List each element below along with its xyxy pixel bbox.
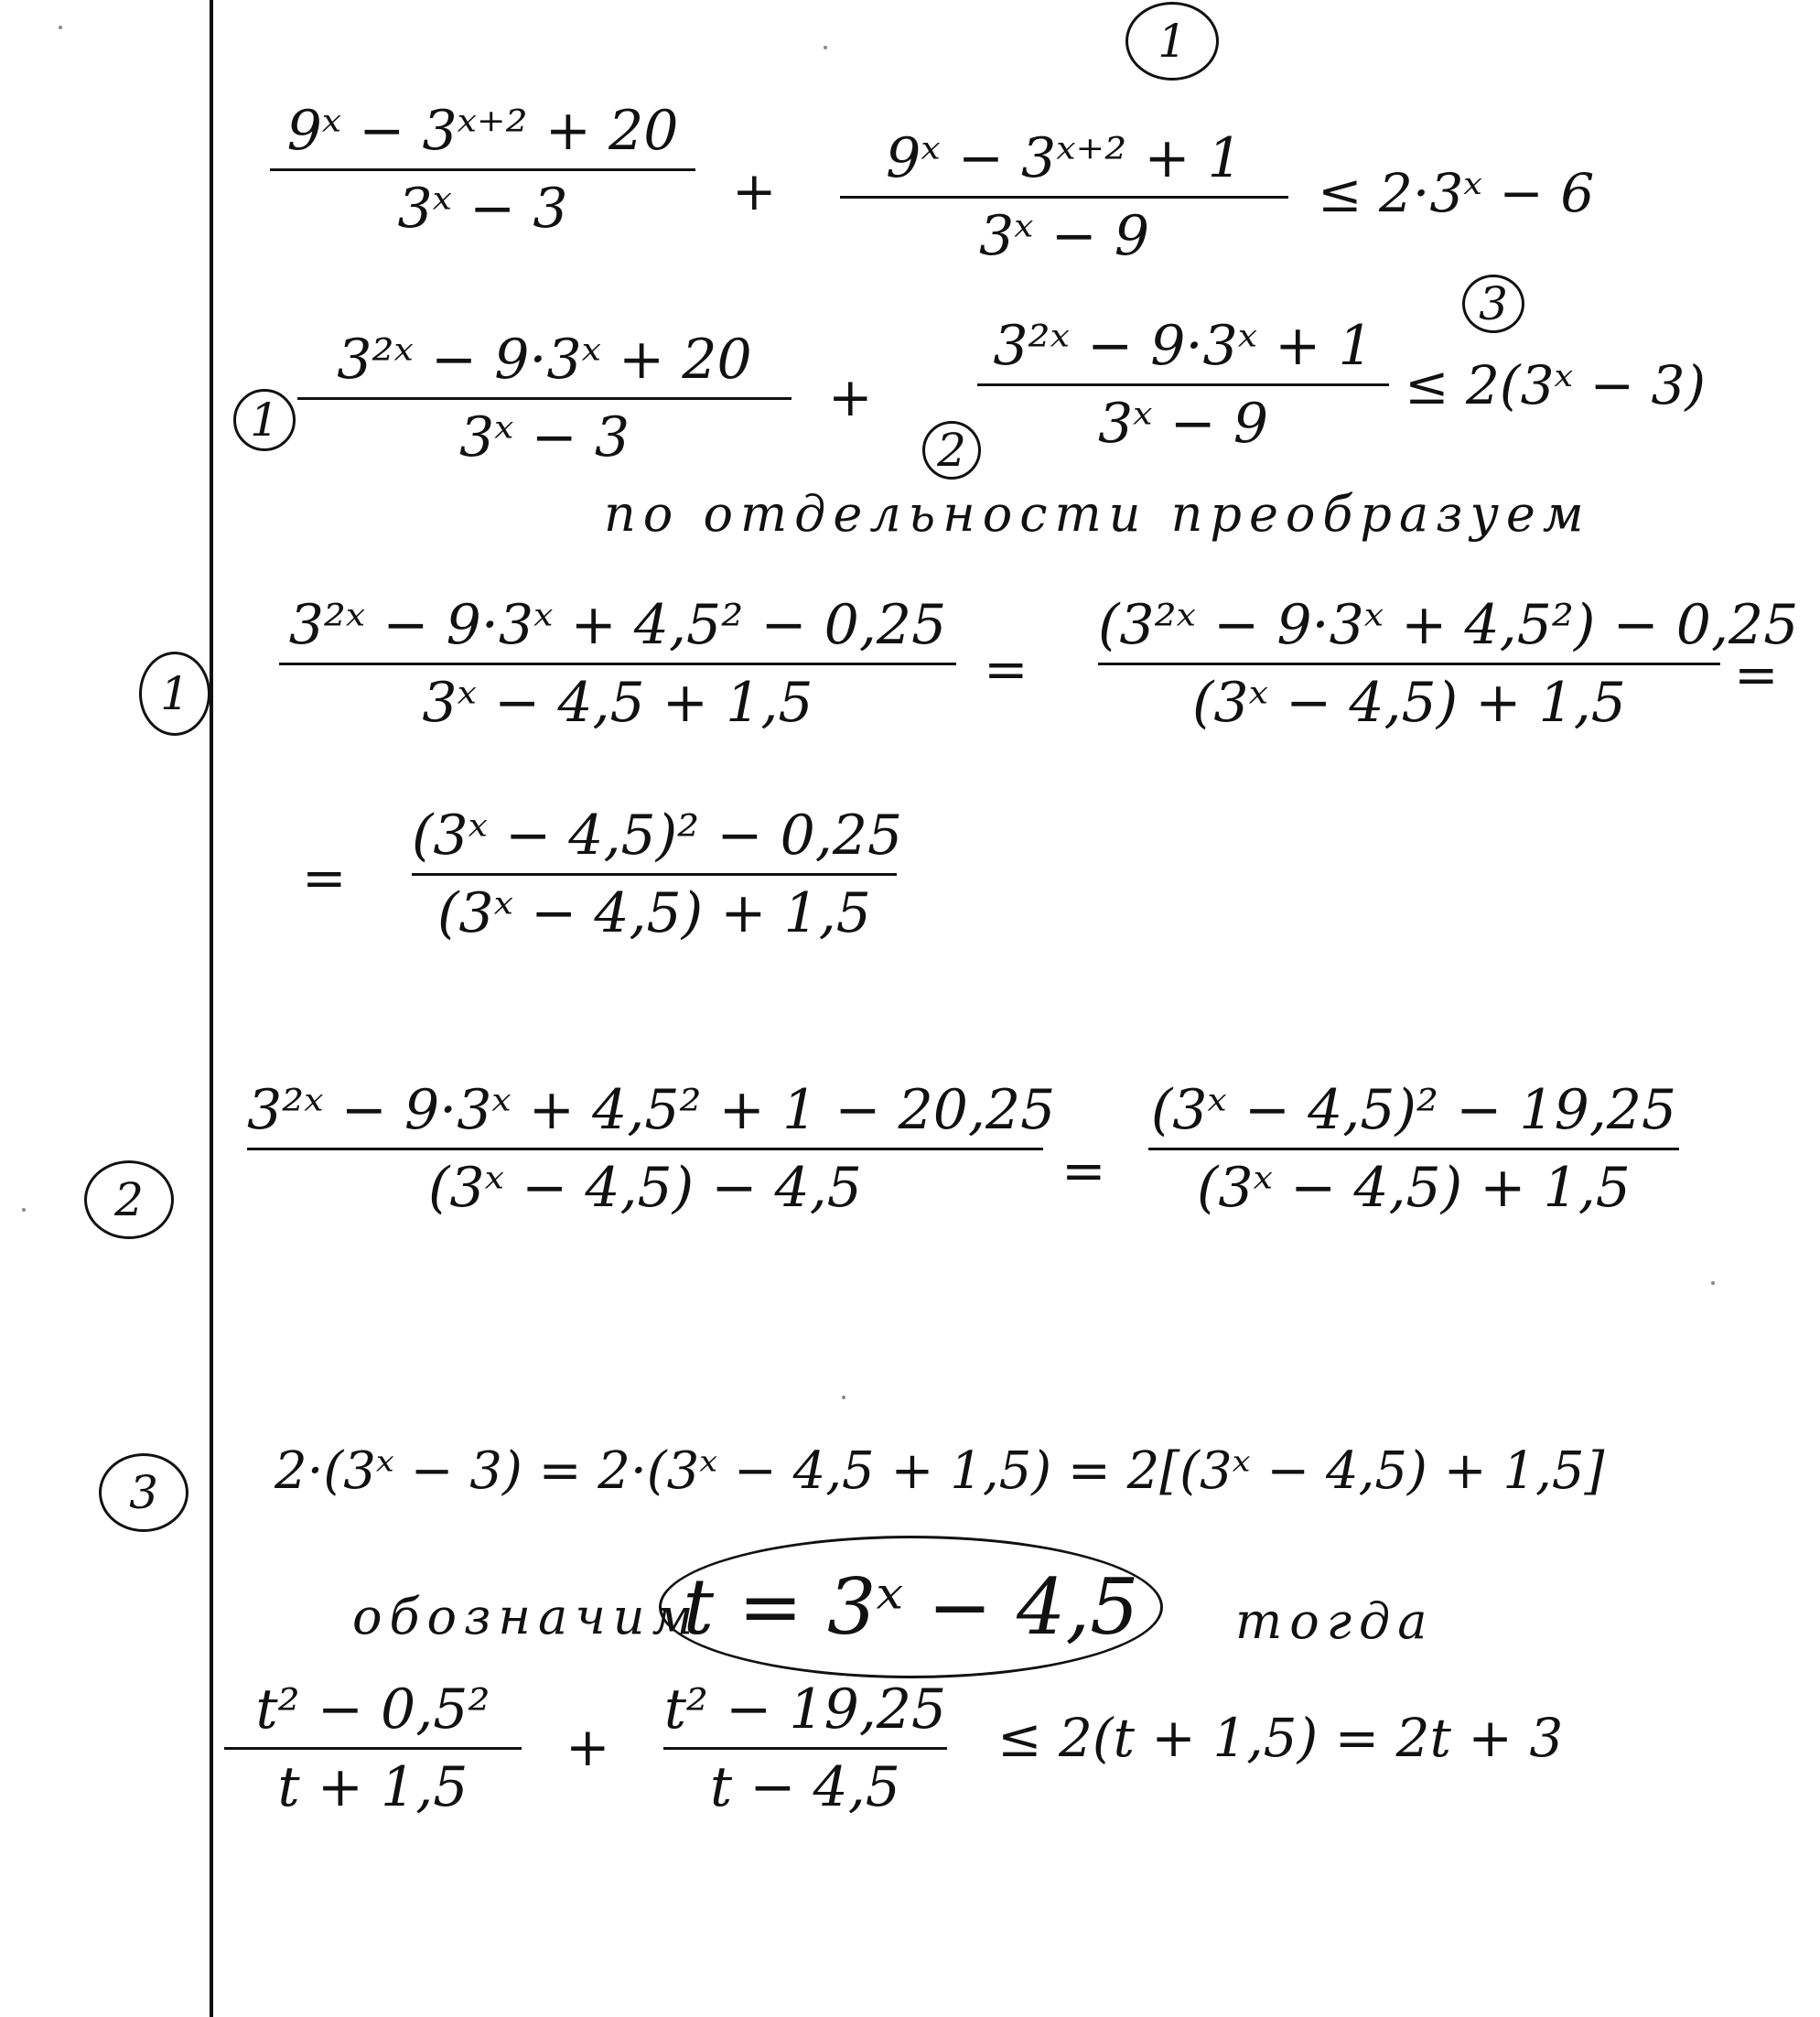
step2-equals: =: [1061, 1139, 1106, 1202]
line2-fraction-a-numerator: 3²ˣ − 9·3ˣ + 20: [337, 328, 752, 392]
step1-mark-label: 1: [160, 667, 189, 720]
page-marker-circle: [1125, 2, 1219, 81]
line1-fraction-b-denominator: 3ˣ − 9: [978, 204, 1150, 268]
scan-speck: [842, 1396, 845, 1399]
final-fraction-b-numerator: t² − 19,25: [663, 1677, 947, 1742]
scan-speck: [59, 26, 62, 29]
fraction-bar: [977, 383, 1389, 386]
line2-fraction-b-numerator: 3²ˣ − 9·3ˣ + 1: [993, 314, 1373, 378]
step2-mark-label: 2: [114, 1173, 144, 1226]
line1-fraction-a: [270, 101, 695, 239]
step1-fraction-a-denominator: 3ˣ − 4,5 + 1,5: [422, 671, 813, 735]
step2-fraction-b: [1148, 1080, 1679, 1218]
step1-fraction-a-numerator: 3²ˣ − 9·3ˣ + 4,5² − 0,25: [288, 593, 947, 657]
line2-fraction-a-denominator: 3ˣ − 3: [458, 405, 630, 469]
step1-fraction-c: [412, 804, 903, 945]
step2-mark: [84, 1160, 174, 1239]
step1-fraction-c-numerator: (3ˣ − 4,5)² − 0,25: [412, 804, 903, 868]
scan-speck: [824, 46, 827, 49]
step1-fraction-c-denominator: (3ˣ − 4,5) + 1,5: [437, 881, 871, 945]
line2-fraction-a: [297, 329, 792, 468]
step2-fraction-b-numerator: (3ˣ − 4,5)² − 19,25: [1150, 1078, 1677, 1142]
step1-fraction-a: [279, 595, 956, 733]
step3-word-after: тогда: [1235, 1592, 1435, 1650]
line2-mark-c-label: 3: [1479, 277, 1508, 330]
fraction-bar: [1148, 1148, 1679, 1150]
final-plus: +: [565, 1716, 610, 1778]
scan-speck: [1711, 1281, 1715, 1285]
fraction-bar: [297, 397, 792, 400]
line1-fraction-a-denominator: 3ˣ − 3: [397, 177, 568, 241]
final-fraction-b-denominator: t − 4,5: [710, 1755, 900, 1819]
line2-note: по отдельности преобразуем: [604, 485, 1591, 543]
final-fraction-a-denominator: t + 1,5: [277, 1755, 468, 1819]
final-rhs: ≤ 2(t + 1,5) = 2t + 3: [997, 1707, 1564, 1769]
step1-mark: [139, 652, 210, 736]
step3-mark-label: 3: [129, 1466, 158, 1519]
step1-fraction-b-denominator: (3ˣ − 4,5) + 1,5: [1192, 671, 1626, 735]
line2-fraction-b: [977, 316, 1389, 454]
step2-fraction-a-numerator: 3²ˣ − 9·3ˣ + 4,5² + 1 − 20,25: [247, 1078, 1056, 1142]
step1-fraction-b-numerator: (3²ˣ − 9·3ˣ + 4,5²) − 0,25: [1098, 593, 1799, 657]
step3-line: 2·(3ˣ − 3) = 2·(3ˣ − 4,5 + 1,5) = 2[(3ˣ − 4,5) + 1,5]: [275, 1441, 1605, 1501]
step3-mark: [99, 1453, 188, 1532]
line2-mark-a-label: 1: [250, 394, 279, 447]
step2-fraction-b-denominator: (3ˣ − 4,5) + 1,5: [1197, 1156, 1631, 1220]
fraction-bar: [1098, 663, 1720, 665]
line2-fraction-b-denominator: 3ˣ − 9: [1097, 392, 1269, 456]
line1-fraction-a-numerator: 9ˣ − 3ˣ⁺² + 20: [286, 99, 679, 163]
step1-equals-1: =: [984, 638, 1028, 700]
line2-plus: +: [828, 366, 873, 428]
margin-line: [210, 0, 213, 2017]
step1-fraction-b: [1098, 593, 1799, 735]
final-fraction-b: [663, 1679, 947, 1817]
line1-fraction-b-numerator: 9ˣ − 3ˣ⁺² + 1: [886, 126, 1243, 190]
step1-equals-3: =: [302, 847, 347, 909]
scan-speck: [22, 1208, 26, 1212]
fraction-bar: [270, 168, 695, 171]
step3-word-before: обозначим: [352, 1588, 701, 1645]
substitution: t = 3ˣ − 4,5: [683, 1562, 1139, 1652]
line2-mark-b: [922, 421, 981, 480]
substitution-oval: [659, 1536, 1163, 1678]
fraction-bar: [247, 1148, 1043, 1150]
step1-equals-2: =: [1734, 643, 1779, 706]
line2-mark-c: [1462, 275, 1524, 333]
line2-mark-a: [233, 389, 296, 451]
fraction-bar: [663, 1747, 947, 1750]
line1-plus: +: [732, 160, 777, 222]
line2-mark-b-label: 2: [937, 424, 966, 477]
fraction-bar: [279, 663, 956, 665]
step2-fraction-a-denominator: (3ˣ − 4,5) − 4,5: [428, 1156, 862, 1220]
fraction-bar: [840, 196, 1288, 199]
fraction-bar: [412, 873, 897, 876]
fraction-bar: [224, 1747, 522, 1750]
line1-fraction-b: [840, 128, 1288, 266]
page-marker: 1: [1158, 15, 1187, 68]
step2-fraction-a: [247, 1078, 1056, 1220]
line1-rhs: ≤ 2·3ˣ − 6: [1318, 162, 1595, 224]
line2-rhs: ≤ 2(3ˣ − 3): [1405, 354, 1707, 416]
final-fraction-a: [224, 1679, 522, 1817]
final-fraction-a-numerator: t² − 0,5²: [255, 1677, 490, 1742]
